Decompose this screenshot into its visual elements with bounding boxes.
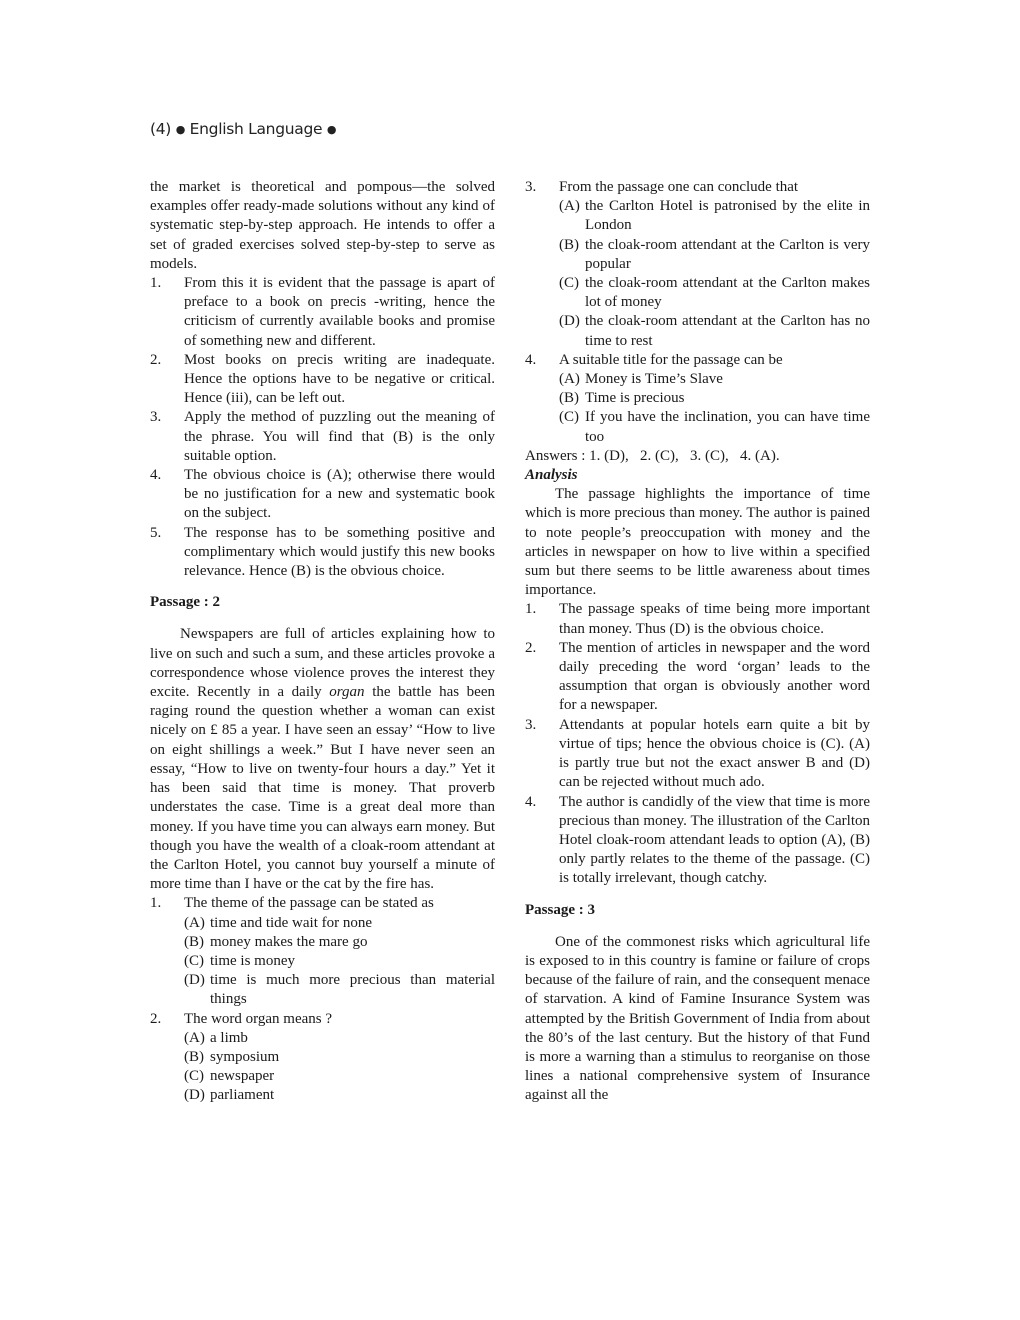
option: (A) Money is Time’s Slave: [559, 371, 723, 388]
option: (A) time and tide wait for none: [184, 914, 373, 931]
answers-line: [525, 447, 870, 466]
item-number: 1.: [150, 275, 162, 292]
analysis-paragraph: The passage highlights the importance of time which is more precious than money. The author is pained to note people’s preoccupation with money and the articles in newspaper on how to live within a specified sum but there seems to be little awareness about times importance.: [525, 486, 870, 599]
option: (A) the Carlton Hotel is patronised by the elite in London: [559, 198, 870, 234]
passage3-heading: Passage : 3: [525, 901, 595, 918]
list-item: [525, 639, 870, 716]
left-column: [150, 178, 495, 1106]
answer: 4. (A).: [740, 447, 780, 464]
option: (D) the cloak-room attendant at the Carlton has no time to rest: [559, 313, 870, 349]
passage2-heading: Passage : 2: [150, 594, 220, 611]
passage2-analysis-list: [525, 600, 870, 888]
bullet-icon: ●: [326, 123, 337, 136]
item-number: 4.: [150, 467, 162, 484]
option: (B) the cloak-room attendant at the Carlton is very popular: [559, 236, 870, 272]
emphasis-word: organ: [329, 684, 365, 701]
item-text: The obvious choice is (A); otherwise there would be no justification for a new and systematic book on the subject.: [184, 467, 495, 522]
question-text: The word organ means ?: [184, 1010, 333, 1027]
question-text: From the passage one can conclude that: [559, 179, 799, 195]
item-number: 2.: [150, 351, 162, 368]
question-2: [150, 1010, 495, 1106]
option: (C) If you have the inclination, you can have time too: [559, 409, 870, 445]
item-number: 3.: [525, 716, 537, 733]
question-number: 3.: [525, 179, 537, 195]
option: (D) parliament: [184, 1087, 275, 1104]
question-3: [525, 178, 870, 351]
item-text: The passage speaks of time being more important than money. Thus (D) is the obvious choice.: [559, 601, 870, 637]
item-text: Attendants at popular hotels earn quite a bit by virtue of tips; hence the obvious choice is (C). (A) is partly true but not the exact answer B and (D) can be rejected without much ado.: [559, 716, 870, 791]
question-1: [150, 894, 495, 1009]
question-number: 4.: [525, 351, 537, 368]
list-item: [150, 274, 495, 351]
book-title: English Language: [189, 120, 323, 138]
right-column: [525, 178, 870, 1106]
analysis-heading: Analysis: [525, 467, 578, 484]
answer: : 1. (D),: [581, 447, 629, 464]
item-text: From this it is evident that the passage is apart of preface to a book on precis -writing, hence the criticism of currently available books and promise of something new and different.: [184, 275, 495, 349]
option: (B) money makes the mare go: [184, 933, 368, 950]
question-text: The theme of the passage can be stated as: [184, 895, 434, 912]
option: (A) a limb: [184, 1029, 248, 1046]
intro-paragraph: the market is theoretical and pompous—the solved examples offer ready-made solutions without any kind of systematic step-by-step approach. He intends to offer a set of graded exercises solved step-by-step to serve as models.: [150, 179, 495, 272]
item-text: The response has to be something positive and complimentary which would justify this new books relevance. Hence (B) is the obvious choice.: [184, 524, 495, 580]
item-number: 2.: [525, 639, 537, 656]
list-item: [525, 793, 870, 889]
answer: 2. (C),: [640, 447, 679, 464]
option: (C) the cloak-room attendant at the Carlton makes lot of money: [559, 275, 870, 311]
list-item: [150, 351, 495, 409]
item-number: 4.: [525, 793, 537, 810]
passage3-text: One of the commonest risks which agricultural life is exposed to in this country is famine or failure of crops because of the failure of rain, and the consequent menace of starvation. A kind of Famine Insurance System was attempted by the British Government of India from about the 80’s of the last century. But the history of that Fund is more a warning than a stimulus to reorganise on those lines a national comprehensive system of Insurance against all the: [525, 933, 870, 1104]
option: (C) time is money: [184, 952, 295, 969]
item-number: 3.: [150, 409, 162, 426]
list-item: [150, 408, 495, 466]
list-item: [150, 524, 495, 582]
item-text: Most books on precis writing are inadequate. Hence the options have to be negative or critical. Hence (iii), can be left out.: [184, 351, 495, 407]
answer: 3. (C),: [690, 447, 729, 464]
page-number: (4): [150, 120, 172, 138]
item-text: The author is candidly of the view that time is more precious than money. The illustration of the Carlton Hotel cloak-room attendant leads to option (A), (B) only partly relates to the theme of the passage. (C) is totally irrelevant, though catchy.: [559, 793, 870, 887]
list-item: [150, 466, 495, 524]
list-item: [525, 716, 870, 793]
answers-label: Answers: [525, 447, 578, 464]
option: (B) Time is precious: [559, 390, 685, 407]
item-number: 1.: [525, 601, 537, 618]
passage2-text: Newspapers are full of articles explaining how to live on such and such a sum, and these articles provoke a correspondence whose violence proves the interest they excite. Recently in a daily organ the battle has been raging round the question whether a woman can exist nicely on £ 85 a year. I have seen an essay’ “How to live on eight shillings a week.” But I have never seen an essay, “How to live on twenty-four hours a day.” Yet it has been said that time is money. That proverb understates the case. Time is a great deal more than money. If you have time you can always earn money. But though you have the wealth of a cloak-room attendant at the Carlton Hotel, you cannot buy yourself a minute of more time than I have or the cat by the fire has.: [150, 626, 495, 893]
item-text: The mention of articles in newspaper and the word daily preceding the word ‘organ’ leads to the assumption that organ is obviously another word for a newspaper.: [559, 639, 870, 714]
page-header: [150, 120, 336, 138]
option: (B) symposium: [184, 1048, 280, 1065]
question-number: 1.: [150, 895, 162, 912]
option: (C) newspaper: [184, 1068, 275, 1085]
bullet-icon: ●: [175, 123, 186, 136]
option: (D) time is much more precious than material things: [184, 972, 495, 1008]
item-text: Apply the method of puzzling out the meaning of the phrase. You will find that (B) is the only suitable option.: [184, 409, 495, 464]
list-item: [525, 600, 870, 638]
question-text: A suitable title for the passage can be: [559, 351, 783, 368]
passage1-analysis-list: [150, 274, 495, 581]
question-number: 2.: [150, 1010, 162, 1027]
question-4: [525, 351, 870, 447]
item-number: 5.: [150, 524, 162, 541]
